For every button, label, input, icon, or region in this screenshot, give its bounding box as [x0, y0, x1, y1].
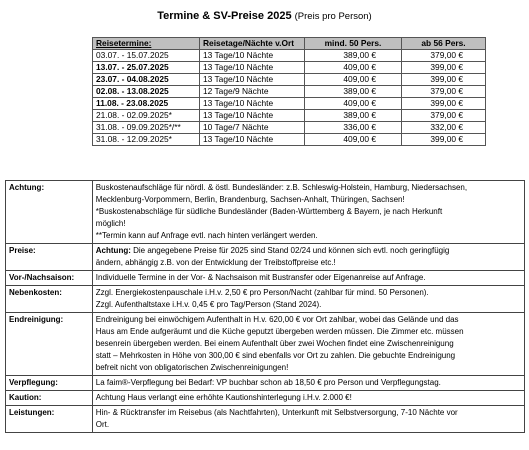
row-price-56: 399,00 € [402, 98, 486, 110]
row-duration: 13 Tage/10 Nächte [200, 74, 305, 86]
info-line: Ort. [95, 420, 110, 429]
price-table-row [93, 74, 486, 86]
row-price-56: 379,00 € [402, 86, 486, 98]
row-price-50: 409,00 € [305, 74, 402, 86]
info-table [5, 180, 525, 433]
info-line: Endreinigung bei einwöchigem Aufenthalt in H.v. 620,00 € vor Ort zahlbar, wobei das Gelände und das [95, 315, 459, 324]
info-line: statt – Mehrkosten in Höhe von 300,00 € sind ebenfalls vor Ort zu zahlen. Die gebuchte Endreinigung [95, 351, 456, 360]
info-line: Zzgl. Aufenthaltstaxe i.H.v. 0,45 € pro Tag/Person (Stand 2024). [95, 300, 322, 309]
info-line [96, 245, 521, 257]
price-table-row [93, 98, 486, 110]
info-text: Individuelle Termine in der Vor- & Nachsaison mit Bustransfer oder Eigenanreise auf Anfrage. [92, 271, 524, 286]
info-label: Preise: [6, 244, 93, 271]
info-line: Zzgl. Energiekostenpauschale i.H.v. 2,50 € pro Person/Nacht (zahlbar für mind. 50 Personen). [95, 288, 429, 297]
page-title [0, 10, 529, 22]
info-label: Kaution: [6, 391, 93, 406]
row-price-56: 379,00 € [402, 50, 486, 62]
info-label: Vor-/Nachsaison: [6, 271, 93, 286]
info-row-vornach [6, 271, 525, 286]
info-line: ändern, abhängig z.B. von der Entwicklung der Treibstoffpreise etc.! [95, 258, 336, 267]
info-text [92, 286, 524, 313]
info-text [92, 244, 524, 271]
row-price-56: 399,00 € [402, 62, 486, 74]
info-row-endreinigung [6, 313, 525, 376]
header-ab-56: ab 56 Pers. [402, 38, 486, 50]
info-row-verpflegung [6, 376, 525, 391]
info-line: möglich! [95, 219, 126, 228]
price-table-row [93, 86, 486, 98]
title-main: Termine & SV-Preise 2025 [157, 10, 292, 22]
row-price-50: 409,00 € [305, 98, 402, 110]
price-table-row [93, 134, 486, 146]
info-row-achtung [6, 181, 525, 244]
price-table-row [93, 110, 486, 122]
info-line: befreit nicht von obligatorischen Zwischenreinigungen! [95, 363, 289, 372]
info-row-kaution [6, 391, 525, 406]
row-price-56: 379,00 € [402, 110, 486, 122]
row-price-56: 332,00 € [402, 122, 486, 134]
row-price-50: 409,00 € [305, 134, 402, 146]
row-date: 31.08. - 12.09.2025* [93, 134, 200, 146]
row-price-50: 336,00 € [305, 122, 402, 134]
price-table-row [93, 62, 486, 74]
info-text: Achtung Haus verlangt eine erhöhte Kautionshinterlegung i.H.v. 2.000 €! [92, 391, 524, 406]
row-price-56: 399,00 € [402, 134, 486, 146]
info-text [92, 406, 524, 433]
info-text [92, 313, 524, 376]
info-line: Hin- & Rücktransfer im Reisebus (als Nachtfahrten), Unterkunft mit Selbstversorgung, 7-10 Nächte vor [95, 408, 458, 417]
row-price-56: 399,00 € [402, 74, 486, 86]
row-duration: 13 Tage/10 Nächte [200, 50, 305, 62]
info-row-nebenkosten [6, 286, 525, 313]
preise-text: Die angegebene Preise für 2025 sind Stand 02/24 und können sich evtl. noch geringfügig [130, 246, 450, 255]
row-date: 11.08. - 23.08.2025 [93, 98, 200, 110]
info-label: Achtung: [6, 181, 93, 244]
row-date: 02.08. - 13.08.2025 [93, 86, 200, 98]
info-line: **Termin kann auf Anfrage evtl. nach hinten verlängert werden. [95, 231, 318, 240]
info-label: Verpflegung: [6, 376, 93, 391]
info-label: Nebenkosten: [6, 286, 93, 313]
info-line: Haus am Ende aufgeräumt und die Küche geputzt übergeben werden müssen. Die Zimmer etc. müssen [95, 327, 464, 336]
price-table-row [93, 122, 486, 134]
row-price-50: 409,00 € [305, 62, 402, 74]
row-date: 23.07. - 04.08.2025 [93, 74, 200, 86]
info-row-leistungen [6, 406, 525, 433]
row-duration: 13 Tage/10 Nächte [200, 110, 305, 122]
row-price-50: 389,00 € [305, 50, 402, 62]
row-duration: 13 Tage/10 Nächte [200, 62, 305, 74]
info-line: *Buskostenabschläge für südliche Bundesländer (Baden-Württemberg & Bayern, je nach Herkunft [95, 207, 443, 216]
header-reisetermine: Reisetermine: [93, 38, 200, 50]
preise-lead: Achtung: [95, 246, 131, 255]
row-price-50: 389,00 € [305, 86, 402, 98]
price-table-header-row [93, 38, 486, 50]
row-date: 03.07. - 15.07.2025 [93, 50, 200, 62]
row-duration: 12 Tage/9 Nächte [200, 86, 305, 98]
info-row-preise [6, 244, 525, 271]
info-label: Endreinigung: [6, 313, 93, 376]
info-line: Buskostenaufschläge für nördl. & östl. Bundesländer: z.B. Schleswig-Holstein, Hamburg, Niedersachsen, [95, 183, 468, 192]
row-date: 21.08. - 02.09.2025* [93, 110, 200, 122]
row-duration: 10 Tage/7 Nächte [200, 122, 305, 134]
header-reisetage: Reisetage/Nächte v.Ort [200, 38, 305, 50]
title-sub: (Preis pro Person) [294, 11, 372, 22]
info-text: La faim®-Verpflegung bei Bedarf: VP buchbar schon ab 18,50 € pro Person und Verpflegungstag. [92, 376, 524, 391]
row-duration: 13 Tage/10 Nächte [200, 134, 305, 146]
info-text [92, 181, 524, 244]
row-date: 13.07. - 25.07.2025 [93, 62, 200, 74]
header-mind-50: mind. 50 Pers. [305, 38, 402, 50]
row-date: 31.08. - 09.09.2025*/** [93, 122, 200, 134]
row-duration: 13 Tage/10 Nächte [200, 98, 305, 110]
row-price-50: 389,00 € [305, 110, 402, 122]
info-line: Mecklenburg-Vorpommern, Berlin, Brandenburg, Sachsen-Anhalt, Thüringen, Sachsen! [95, 195, 405, 204]
info-line: besenrein übergeben werden. Bei einem Aufenthalt über zwei Wochen findet eine Zwischenreinigung [95, 339, 454, 348]
price-table-row [93, 50, 486, 62]
info-label: Leistungen: [6, 406, 93, 433]
price-table [92, 37, 486, 146]
